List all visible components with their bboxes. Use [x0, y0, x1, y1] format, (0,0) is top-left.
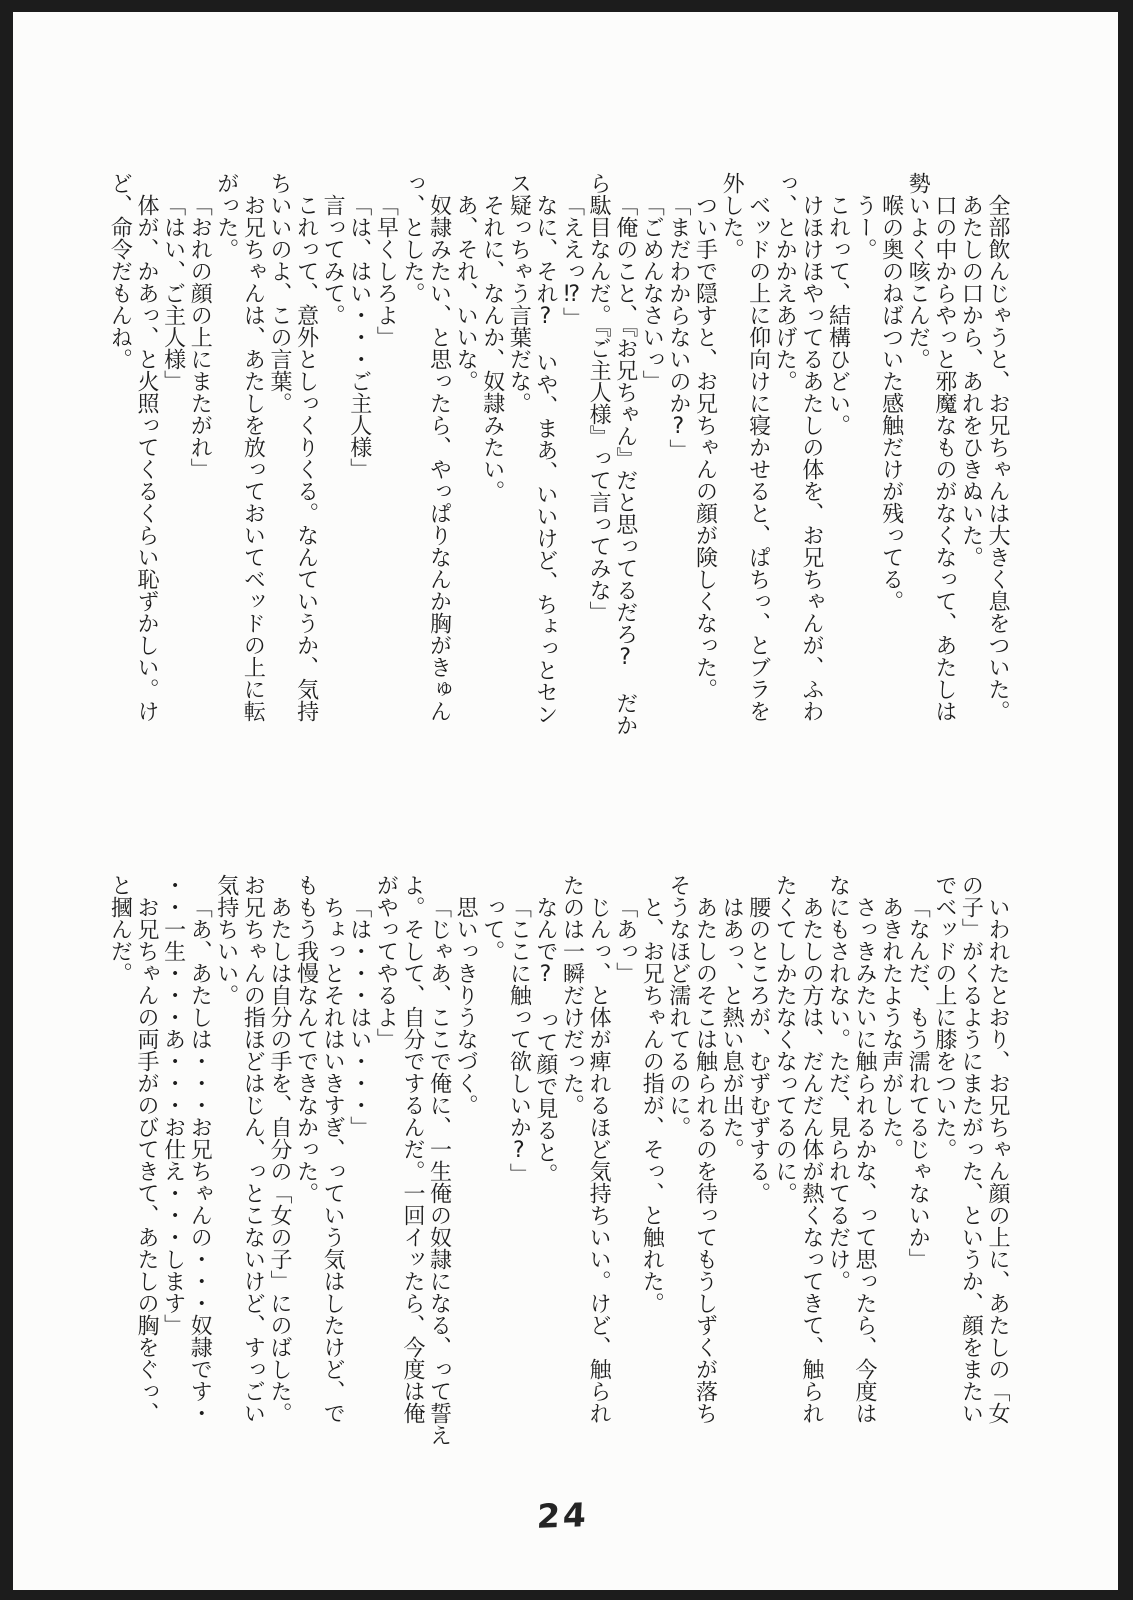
text-column: ちょっとそれはいきすぎ、っていう気はしたけど、で — [320, 896, 346, 1424]
text-column: これって、意外としっくりくる。なんていうか、気持 — [293, 194, 319, 722]
text-column: ど、命令だもんね。 — [107, 172, 133, 370]
text-column: と摑んだ。 — [107, 874, 133, 984]
page-number: 24 — [535, 1495, 591, 1536]
text-column: 言ってみて。 — [320, 194, 346, 326]
text-column: っ、とかかえあげた。 — [772, 172, 798, 392]
text-column: がった。 — [213, 172, 239, 260]
text-column: って。 — [479, 896, 505, 962]
text-column: ベッドの上に仰向けに寝かせると、ぱちっ、とブラを — [745, 194, 771, 722]
text-column: 全部飲んじゃうと、お兄ちゃんは大きく息をついた。 — [985, 194, 1010, 722]
text-column: あたしは自分の手を、自分の「女の子」にのばした。 — [266, 896, 292, 1424]
text-column: なにもされない。ただ、見られてるだけ。 — [825, 874, 851, 1292]
text-column: あ、それ、いいな。 — [453, 194, 479, 392]
text-column: 「早くしろよ」 — [373, 194, 399, 348]
text-column: 「あっ」 — [612, 896, 638, 984]
text-column: っ、とした。 — [399, 172, 425, 304]
text-column: お兄ちゃんは、あたしを放っておいてベッドの上に転 — [240, 194, 266, 722]
text-column: と、お兄ちゃんの指が、そっ、と触れた。 — [639, 896, 665, 1314]
text-column: 勢いよく咳こんだ。 — [905, 172, 931, 370]
text-column: 外した。 — [719, 172, 745, 260]
text-column: あきれたような声がした。 — [878, 896, 904, 1160]
text-column: それに、なんか、奴隷みたい。 — [479, 194, 505, 502]
text-column: なんで? って顔で見ると。 — [532, 896, 558, 1185]
text-column: 喉の奥のねばついた感触だけが残ってる。 — [878, 194, 904, 612]
text-column: ちいいのよ、この言葉。 — [266, 172, 292, 414]
text-column: たくてしかたなくなってるのに。 — [772, 874, 798, 1204]
text-column: 奴隷みたい、と思ったら、やっぱりなんか胸がきゅん — [426, 194, 452, 722]
text-column: はあっ、と熱い息が出た。 — [719, 896, 745, 1160]
text-column: 「俺のこと、『お兄ちゃん』だと思ってるだろ? だか — [612, 194, 638, 736]
text-column: 「おれの顔の上にまたがれ」 — [187, 194, 213, 480]
text-column: つい手で隠すと、お兄ちゃんの顔が険しくなった。 — [692, 194, 718, 700]
text-column: 腰のところが、むずむずする。 — [745, 896, 771, 1204]
text-column: 「ええっ⁉」 — [559, 194, 585, 329]
text-column: お兄ちゃんの両手がのびてきて、あたしの胸をぐっ、 — [134, 896, 159, 1424]
text-column: 「なんだ、もう濡れてるじゃないか」 — [905, 896, 931, 1270]
text-column: 「はい、ご主人様」 — [160, 194, 186, 392]
text-column: いわれたとおり、お兄ちゃん顔の上に、あたしの「女 — [985, 896, 1010, 1424]
text-block-top — [106, 172, 1010, 822]
text-column: あたしの方は、だんだん体が熱くなってきて、触られ — [798, 896, 824, 1424]
text-column: でベッドの上に膝をついた。 — [931, 874, 957, 1160]
text-column: 「ここに触って欲しいか?」 — [506, 896, 532, 1185]
text-column: あたしの口から、あれをひきぬいた。 — [958, 194, 984, 568]
text-column: ス疑っちゃう言葉だな。 — [506, 172, 532, 414]
text-column: 気持ちいい。 — [213, 874, 239, 1006]
text-column: 思いっきりうなづく。 — [453, 896, 479, 1116]
text-column: がやってやるよ」 — [373, 874, 399, 1050]
book-page — [13, 12, 1118, 1590]
text-column: なに、それ? いや、まあ、いいけど、ちょっとセン — [532, 194, 558, 725]
text-column: たのは一瞬だけだった。 — [559, 874, 585, 1116]
text-column: あたしのそこは触られるのを待ってもうしずくが落ち — [692, 896, 718, 1424]
text-column: けほけほやってるあたしの体を、お兄ちゃんが、ふわ — [798, 194, 824, 722]
text-column: 「は・・・はい・・・」 — [346, 896, 372, 1138]
text-column: ら駄目なんだ。『ご主人様』って言ってみな」 — [586, 172, 612, 623]
text-column: 体が、かあっ、と火照ってくるくらい恥ずかしい。け — [134, 194, 159, 722]
text-block-bottom — [106, 874, 1010, 1524]
text-column: じんっ、と体が痺れるほど気持ちいい。けど、触られ — [586, 896, 612, 1424]
text-column: の子」がくるようにまたがった、というか、顔をまたい — [958, 874, 984, 1424]
text-column: 「は、はい・・・ご主人様」 — [346, 194, 372, 480]
text-column: そうなほど濡れてるのに。 — [665, 874, 691, 1138]
text-column: よ。そして、自分でするんだ。一回イッたら、今度は俺 — [399, 874, 425, 1424]
text-column: 口の中からやっと邪魔なものがなくなって、あたしは — [931, 194, 957, 722]
text-column: これって、結構ひどい。 — [825, 194, 851, 436]
text-column: 「あ、あたしは・・・お兄ちゃんの・・・奴隷です・ — [187, 896, 213, 1424]
text-column: さっきみたいに触られるかな、って思ったら、今度は — [852, 896, 878, 1424]
text-column: うー。 — [852, 194, 878, 260]
text-column: ももう我慢なんてできなかった。 — [293, 874, 319, 1204]
text-column: お兄ちゃんの指ほどはじん、っとこないけど、すっごい — [240, 874, 266, 1424]
text-column: ・・一生・・・あ・・・お仕え・・・します」 — [160, 874, 186, 1336]
text-column: 「じゃあ、ここで俺に、一生俺の奴隷になる、って誓え — [426, 896, 452, 1446]
text-column: 「まだわからないのか?」 — [665, 194, 691, 461]
text-column: 「ごめんなさいっ」 — [639, 194, 665, 392]
